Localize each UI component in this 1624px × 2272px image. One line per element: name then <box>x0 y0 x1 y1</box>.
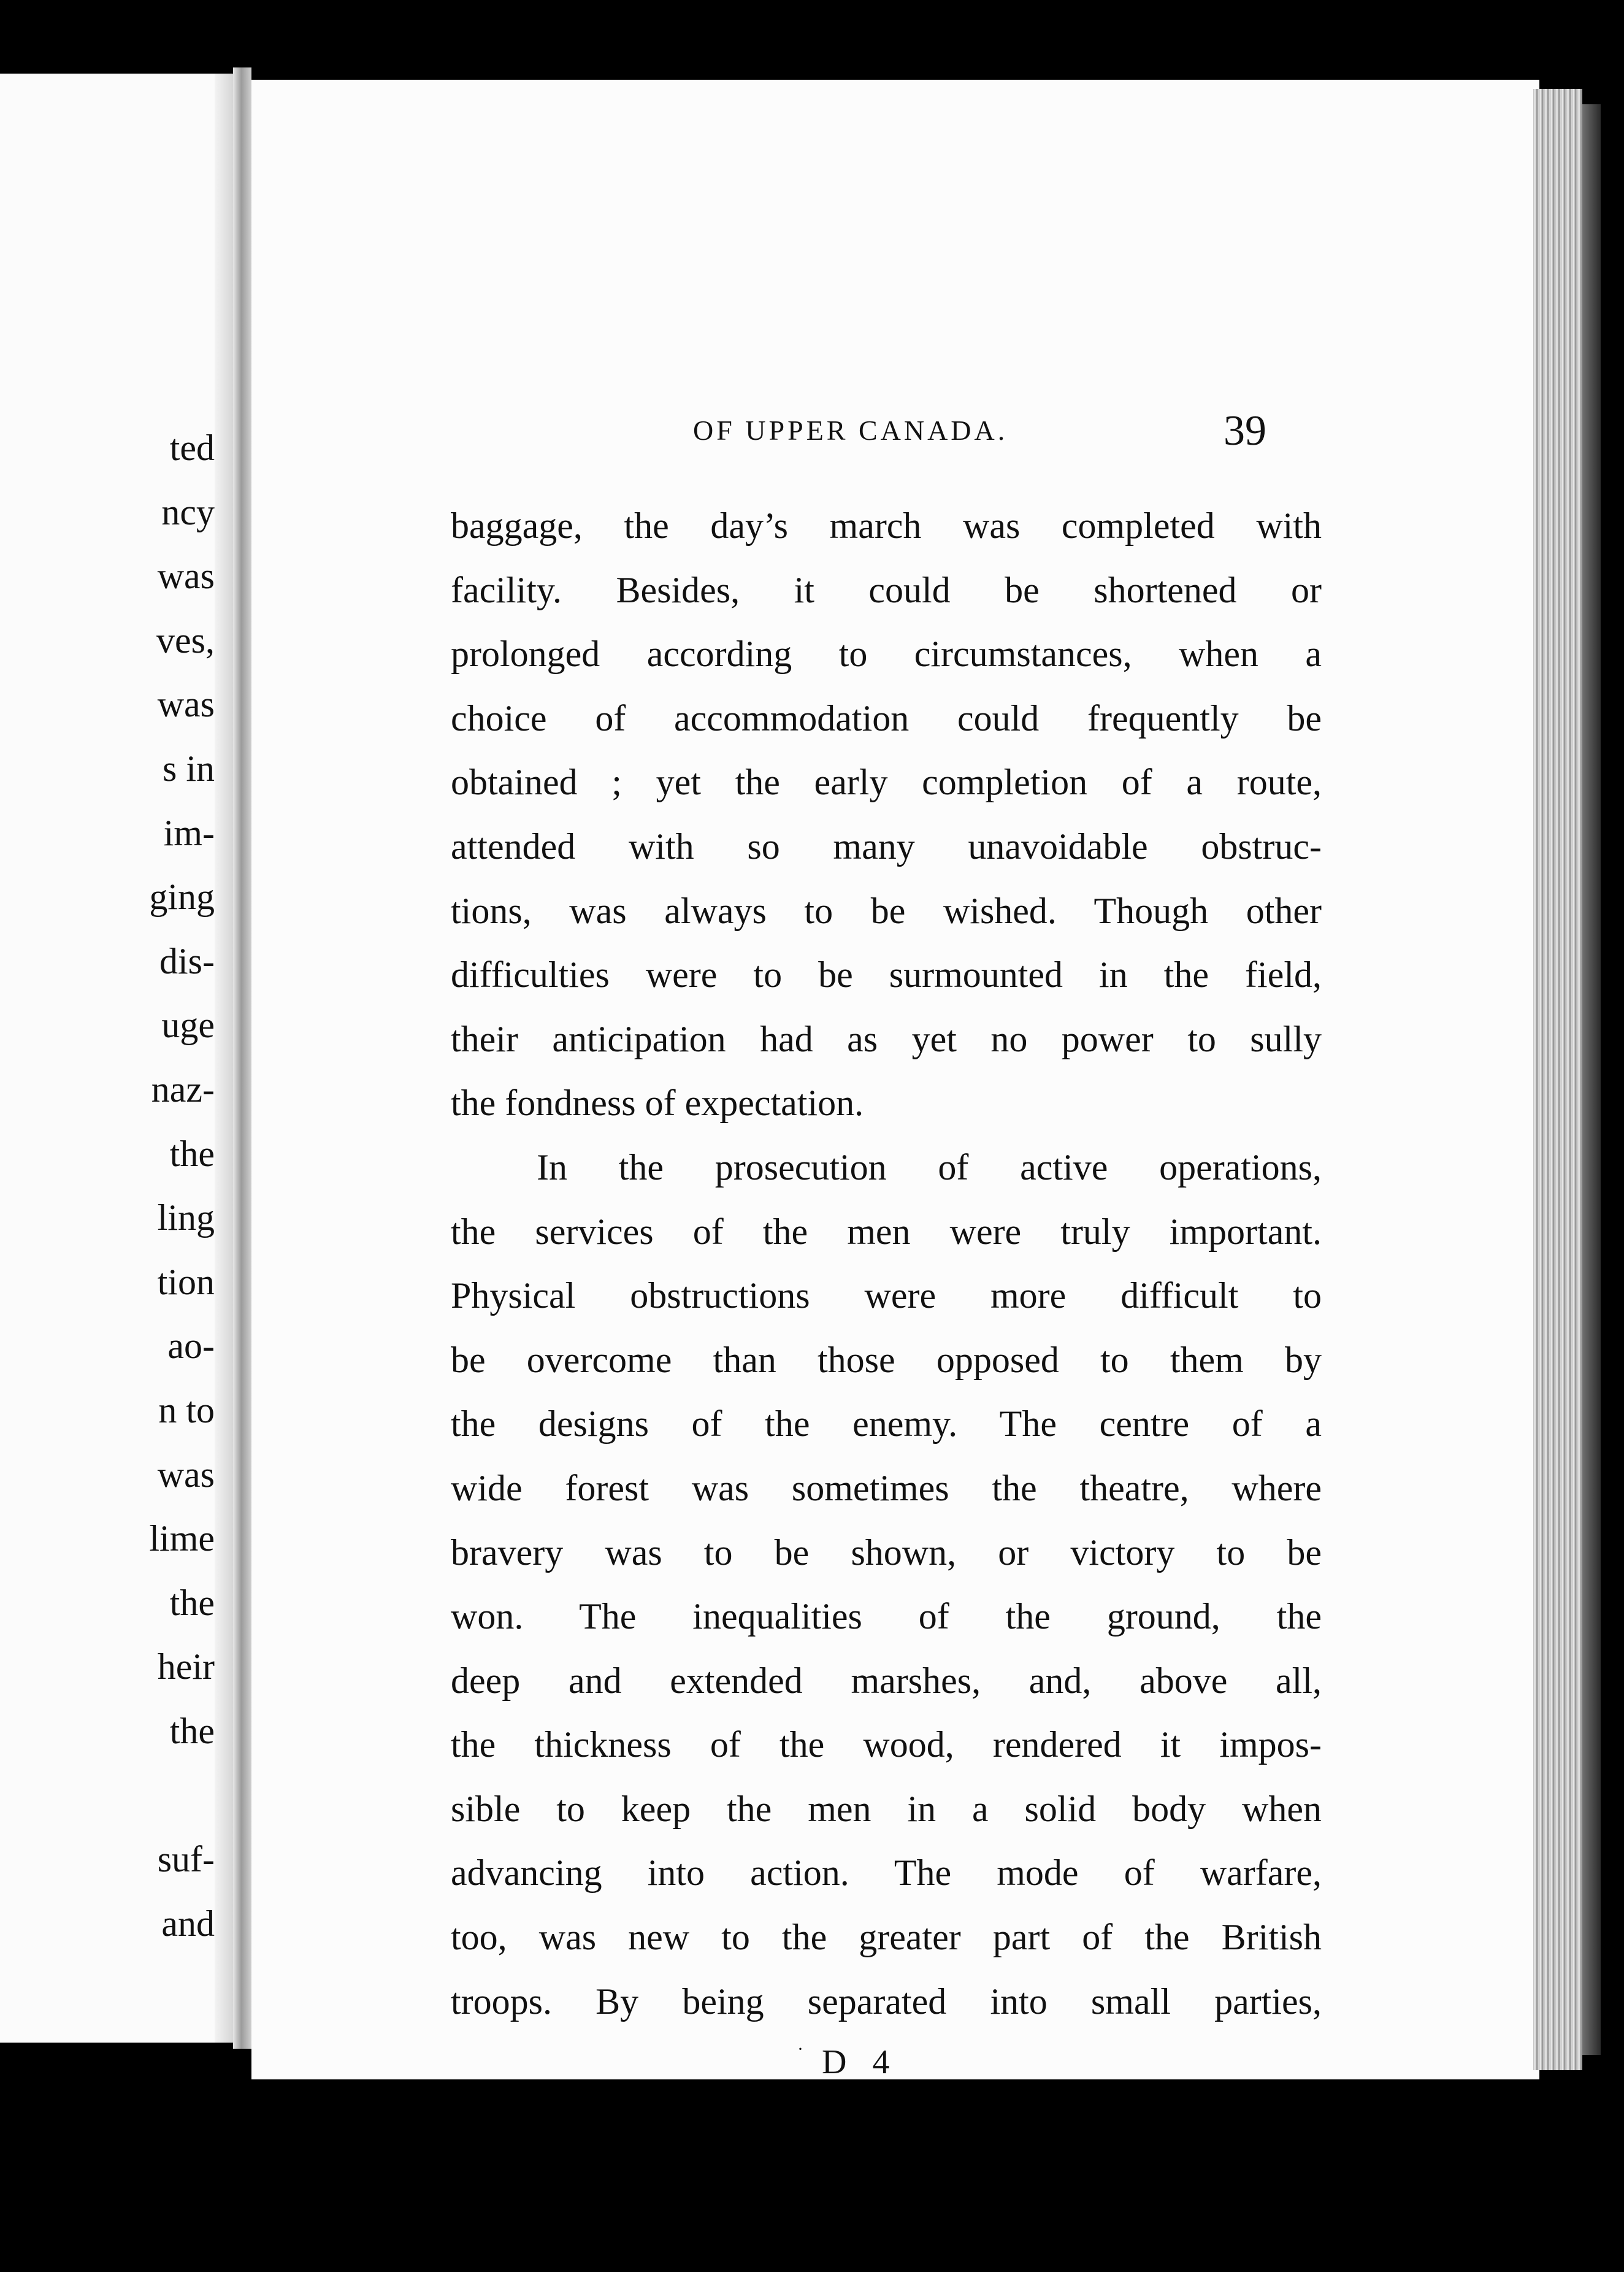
paragraph-1 <box>451 494 1322 1135</box>
facing-page-fragment: ling <box>157 1197 215 1238</box>
facing-page-fragment: was <box>157 1454 215 1495</box>
facing-page-fragment: was <box>157 556 215 597</box>
text-line: the designs of the enemy. The centre of a <box>451 1403 1322 1445</box>
signature-text: D 4 <box>822 2043 898 2081</box>
text-line: bravery was to be shown, or victory to be <box>451 1532 1322 1573</box>
text-line: facility. Besides, it could be shortened or <box>451 569 1322 610</box>
text-line: the fondness of expectation. <box>451 1083 864 1124</box>
facing-page-fragment: dis- <box>159 940 215 981</box>
facing-page-fragment: n to <box>158 1390 215 1430</box>
facing-page-fragment: tion <box>157 1261 215 1302</box>
facing-page-fragment: and <box>161 1903 215 1944</box>
text-line: wide forest was sometimes the theatre, where <box>451 1467 1322 1508</box>
facing-page-fragment: ao- <box>167 1326 215 1367</box>
text-line: In the prosecution of active operations, <box>537 1146 1322 1188</box>
text-line: Physical obstructions were more difficult to <box>451 1275 1322 1316</box>
text-line: the services of the men were truly important. <box>451 1211 1322 1252</box>
book-edge-shadow <box>1582 104 1601 2055</box>
facing-page <box>0 74 233 2043</box>
text-line: difficulties were to be surmounted in the field, <box>451 954 1322 996</box>
book-gutter <box>233 67 251 2049</box>
running-head-title: OF UPPER CANADA. <box>693 415 1008 446</box>
facing-page-fragment: im- <box>163 812 215 853</box>
facing-page-fragment: heir <box>157 1646 215 1687</box>
facing-page-fragment: lime <box>149 1518 215 1559</box>
text-line: attended with so many unavoidable obstruc- <box>451 826 1322 867</box>
facing-page-fragment: suf- <box>157 1839 215 1880</box>
facing-page-fragment: the <box>169 1582 215 1623</box>
text-line: choice of accommodation could frequently be <box>451 697 1322 739</box>
page-number: 39 <box>1224 407 1266 455</box>
running-head <box>251 407 1539 463</box>
text-line: obtained ; yet the early completion of a route, <box>451 762 1322 803</box>
page-edges <box>1533 89 1582 2070</box>
text-line: deep and extended marshes, and, above all, <box>451 1660 1322 1701</box>
paragraph-2 <box>451 1135 1322 2033</box>
text-line: troops. By being separated into small parties, <box>451 1981 1322 2022</box>
text-line: too, was new to the greater part of the British <box>451 1917 1322 1958</box>
printer-dot: · <box>797 2039 803 2059</box>
facing-page-fragment: ves, <box>156 620 215 661</box>
facing-page-fragment: the <box>169 1711 215 1751</box>
text-line: the thickness of the wood, rendered it impos- <box>451 1724 1322 1765</box>
facing-page-fragment: ging <box>149 877 215 918</box>
body-text <box>451 494 1322 2033</box>
text-line: prolonged according to circumstances, when a <box>451 634 1322 675</box>
facing-page-fragment: ncy <box>161 491 215 532</box>
page <box>251 80 1539 2079</box>
text-line: tions, was always to be wished. Though other <box>451 890 1322 931</box>
text-line: won. The inequalities of the ground, the <box>451 1596 1322 1637</box>
facing-page-shadow <box>215 74 233 2043</box>
facing-page-fragment: was <box>157 684 215 725</box>
facing-page-fragment: the <box>169 1133 215 1174</box>
text-line: be overcome than those opposed to them by <box>451 1339 1322 1380</box>
text-line: advancing into action. The mode of warfare, <box>451 1852 1322 1894</box>
text-line: their anticipation had as yet no power to sully <box>451 1018 1322 1059</box>
text-line: baggage, the day’s march was completed with <box>451 505 1322 546</box>
facing-page-fragment: uge <box>161 1005 215 1046</box>
facing-page-fragment: naz- <box>151 1069 215 1110</box>
facing-page-fragment: ted <box>169 428 215 468</box>
facing-page-fragment: s in <box>162 748 215 789</box>
signature-mark <box>797 2039 898 2082</box>
text-line: sible to keep the men in a solid body when <box>451 1788 1322 1829</box>
